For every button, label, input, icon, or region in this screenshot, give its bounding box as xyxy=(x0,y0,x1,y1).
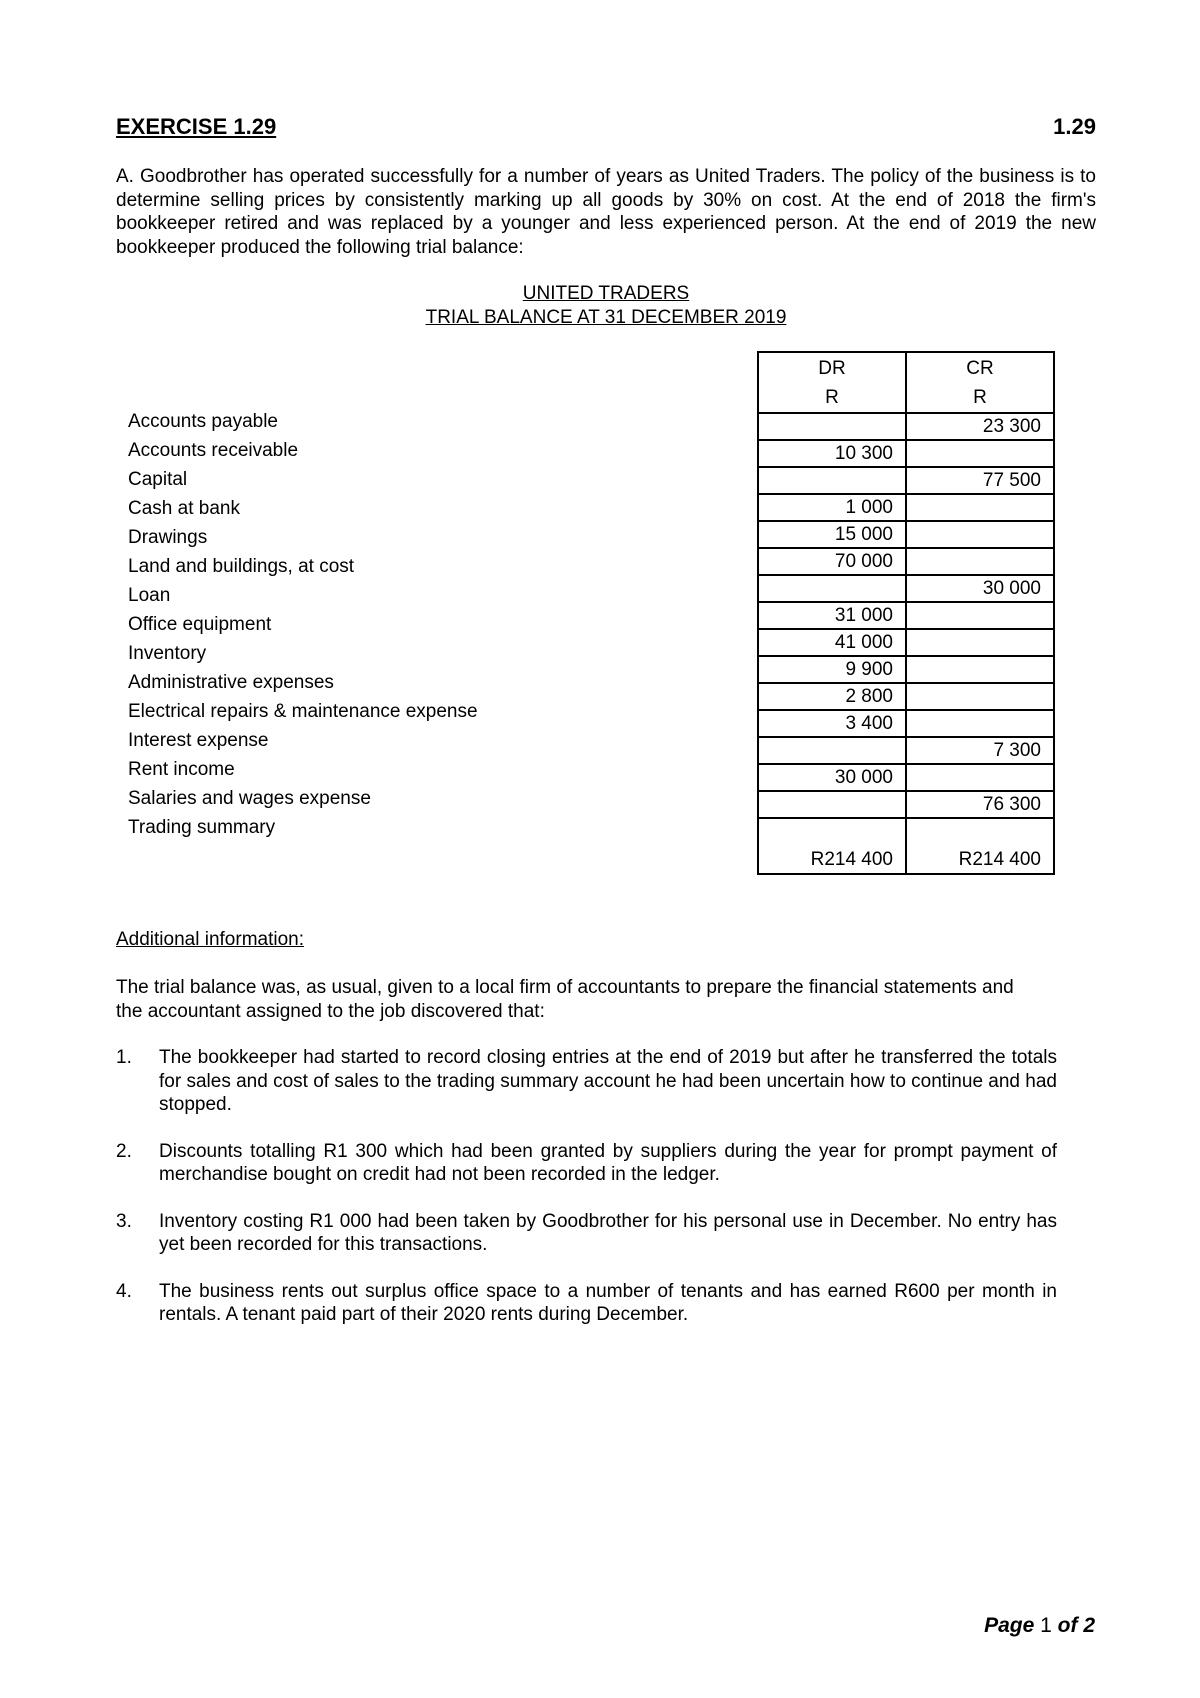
account-name: Administrative expenses xyxy=(128,672,334,693)
cr-unit: R xyxy=(973,386,987,408)
dr-amount-cell: 9 900 xyxy=(758,656,906,683)
table-row xyxy=(758,629,1054,656)
column-header-row xyxy=(758,352,1054,413)
dr-amount-cell xyxy=(758,575,906,602)
cr-label: CR xyxy=(966,357,994,379)
finding-item xyxy=(116,1280,1057,1327)
table-row xyxy=(758,737,1054,764)
page-word: Page xyxy=(984,1614,1035,1637)
account-name: Accounts payable xyxy=(128,411,278,432)
finding-number: 2. xyxy=(116,1140,132,1162)
table-row xyxy=(758,764,1054,791)
account-name-list xyxy=(128,408,688,843)
table-row xyxy=(758,494,1054,521)
account-name: Electrical repairs & maintenance expense xyxy=(128,701,478,722)
cr-amount-cell xyxy=(906,629,1054,656)
cr-amount-cell xyxy=(906,440,1054,467)
table-row xyxy=(758,710,1054,737)
findings-list xyxy=(116,1046,1057,1350)
cr-amount-cell: 7 300 xyxy=(906,737,1054,764)
finding-text: Inventory costing R1 000 had been taken by Goodbrother for his personal use in December. No entry has yet been recorded for this transactions. xyxy=(159,1210,1057,1255)
finding-text: The bookkeeper had started to record closing entries at the end of 2019 but after he transferred the totals for sales and cost of sales to the trading summary account he had been uncertain how to continue and had stopped. xyxy=(159,1047,1057,1115)
dr-column-header xyxy=(758,352,906,413)
account-name: Cash at bank xyxy=(128,498,240,519)
cr-amount-cell xyxy=(906,521,1054,548)
account-name: Office equipment xyxy=(128,614,272,635)
cr-amount-cell xyxy=(906,683,1054,710)
dr-amount-cell: 41 000 xyxy=(758,629,906,656)
cr-amount-cell: 77 500 xyxy=(906,467,1054,494)
finding-item xyxy=(116,1210,1057,1257)
cr-amount-cell: 23 300 xyxy=(906,413,1054,440)
cr-total-cell: R214 400 xyxy=(906,818,1054,874)
account-name: Drawings xyxy=(128,527,208,548)
of-word: of xyxy=(1057,1614,1078,1637)
account-name: Rent income xyxy=(128,759,235,780)
account-name: Salaries and wages expense xyxy=(128,788,371,809)
cr-amount-cell xyxy=(906,494,1054,521)
exercise-heading xyxy=(116,114,1096,140)
cr-amount-cell: 30 000 xyxy=(906,575,1054,602)
table-row xyxy=(758,791,1054,818)
dr-amount-cell xyxy=(758,413,906,440)
exercise-number: 1.29 xyxy=(1053,114,1096,139)
finding-number: 3. xyxy=(116,1210,132,1232)
trial-balance-title: TRIAL BALANCE AT 31 DECEMBER 2019 xyxy=(425,306,787,328)
dr-amount-cell: 15 000 xyxy=(758,521,906,548)
account-name: Loan xyxy=(128,585,171,606)
cr-amount-cell xyxy=(906,656,1054,683)
finding-text: Discounts totalling R1 300 which had been granted by suppliers during the year for prompt payment of merchandise bought on credit had not been recorded in the ledger. xyxy=(159,1140,1057,1185)
table-row xyxy=(758,683,1054,710)
cr-amount-cell: 76 300 xyxy=(906,791,1054,818)
cr-column-header xyxy=(906,352,1054,413)
additional-information-heading: Additional information: xyxy=(116,929,304,950)
dr-amount-cell xyxy=(758,737,906,764)
dr-amount-cell: 3 400 xyxy=(758,710,906,737)
table-row xyxy=(758,575,1054,602)
table-row xyxy=(758,656,1054,683)
page-number: 1 xyxy=(1040,1614,1052,1637)
table-row xyxy=(758,413,1054,440)
cr-amount-cell xyxy=(906,710,1054,737)
trial-balance-table xyxy=(757,351,1055,875)
table-row xyxy=(758,440,1054,467)
additional-intro: The trial balance was, as usual, given to a local firm of accountants to prepare the financial statements and the accountant assigned to the job discovered that: xyxy=(116,977,1014,1022)
table-row xyxy=(758,521,1054,548)
company-name: UNITED TRADERS xyxy=(522,283,690,304)
account-name: Capital xyxy=(128,469,188,490)
finding-item xyxy=(116,1140,1057,1187)
totals-row xyxy=(758,818,1054,874)
finding-text: The business rents out surplus office space to a number of tenants and has earned R600 per month in rentals. A tenant paid part of their 2020 rents during December. xyxy=(159,1280,1057,1325)
dr-unit: R xyxy=(825,386,839,408)
cr-amount-cell xyxy=(906,764,1054,791)
dr-amount-cell: 2 800 xyxy=(758,683,906,710)
intro-paragraph: A. Goodbrother has operated successfully for a number of years as United Traders. The policy of the business is to determine selling prices by consistently marking up all goods by 30% on cost. At the end of 2018 the firm's bookkeeper retired and was replaced by a younger and less experienced person. At the end of 2019 the new bookkeeper produced the following trial balance: xyxy=(116,166,1096,258)
page-footer xyxy=(984,1614,1095,1638)
exercise-title: EXERCISE 1.29 xyxy=(116,114,277,139)
dr-amount-cell: 1 000 xyxy=(758,494,906,521)
table-row xyxy=(758,602,1054,629)
dr-amount-cell xyxy=(758,791,906,818)
cr-amount-cell xyxy=(906,602,1054,629)
dr-amount-cell: 30 000 xyxy=(758,764,906,791)
trial-balance-heading xyxy=(116,282,1096,329)
dr-amount-cell xyxy=(758,467,906,494)
dr-total-cell: R214 400 xyxy=(758,818,906,874)
finding-number: 4. xyxy=(116,1280,132,1302)
dr-label: DR xyxy=(818,357,846,379)
table-row xyxy=(758,548,1054,575)
account-name: Inventory xyxy=(128,643,207,664)
dr-amount-cell: 10 300 xyxy=(758,440,906,467)
finding-item xyxy=(116,1046,1057,1117)
account-name: Interest expense xyxy=(128,730,269,751)
finding-number: 1. xyxy=(116,1047,132,1068)
total-pages: 2 xyxy=(1083,1614,1095,1637)
table-row xyxy=(758,467,1054,494)
cr-amount-cell xyxy=(906,548,1054,575)
dr-amount-cell: 70 000 xyxy=(758,548,906,575)
account-name: Land and buildings, at cost xyxy=(128,556,355,577)
account-name: Trading summary xyxy=(128,817,276,838)
account-name: Accounts receivable xyxy=(128,440,299,461)
dr-amount-cell: 31 000 xyxy=(758,602,906,629)
